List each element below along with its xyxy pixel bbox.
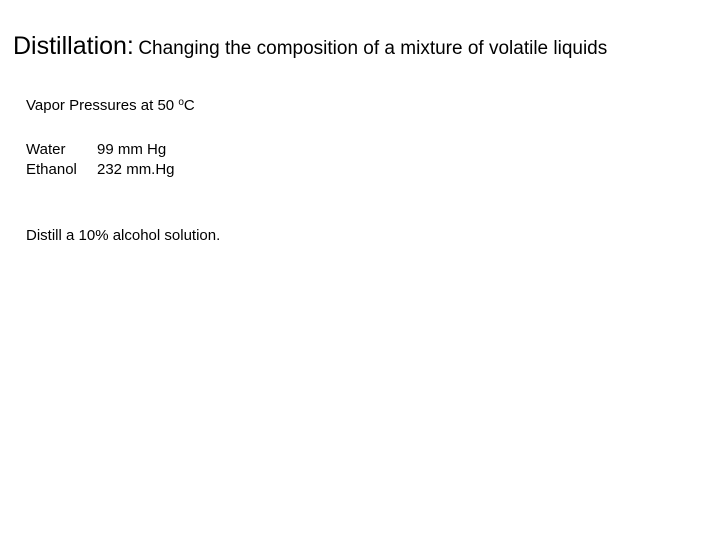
vapor-pressure-value: 232 mm.Hg: [97, 161, 175, 178]
vapor-pressure-list: [26, 140, 175, 180]
list-item: [26, 140, 175, 160]
instruction-text: Distill a 10% alcohol solution.: [26, 227, 221, 244]
slide-title: [13, 34, 607, 59]
temperature-unit: C: [183, 97, 195, 114]
liquid-name: Water: [26, 141, 66, 158]
title-main: Distillation:: [13, 32, 134, 60]
vapor-pressure-heading: [26, 97, 195, 114]
heading-text: Vapor Pressures at 50: [26, 97, 179, 114]
degree-symbol: o: [178, 97, 184, 108]
title-subtitle: Changing the composition of a mixture of volatile liquids: [138, 38, 608, 59]
list-item: [26, 160, 175, 180]
liquid-name: Ethanol: [26, 161, 77, 178]
vapor-pressure-value: 99 mm Hg: [97, 141, 167, 158]
